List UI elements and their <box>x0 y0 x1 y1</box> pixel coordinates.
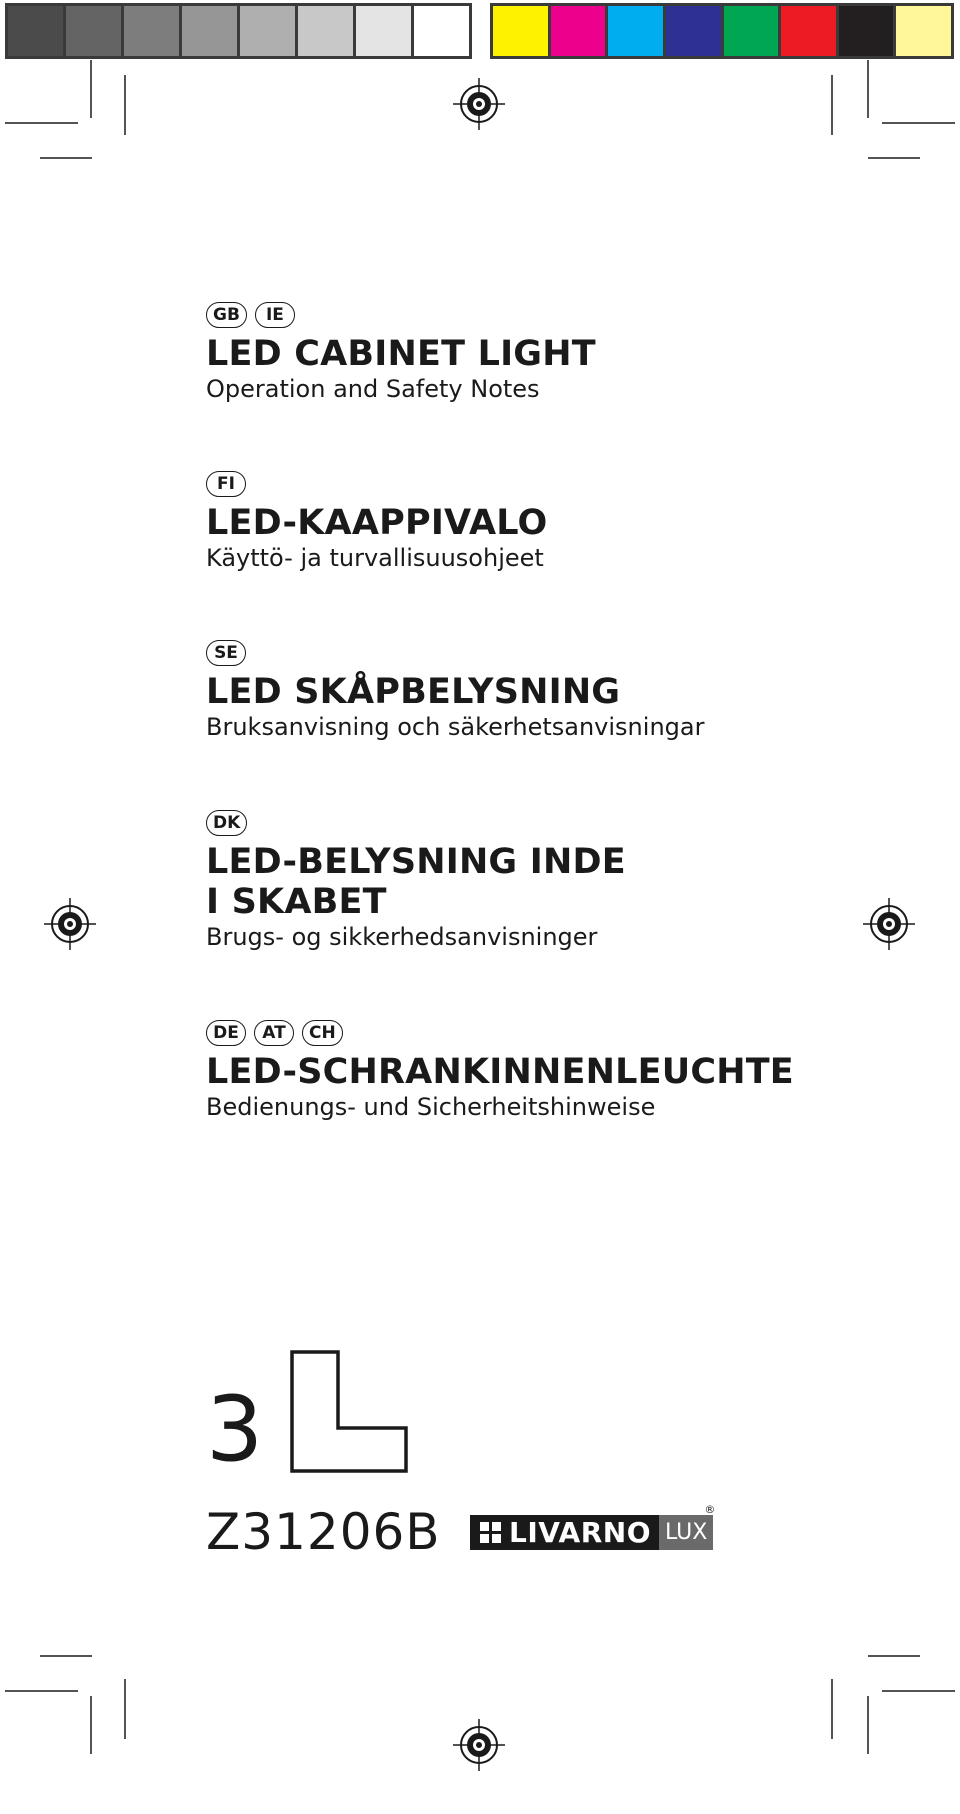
language-badge: GB <box>206 302 247 328</box>
product-subtitle: Brugs- og sikkerhedsanvisninger <box>206 923 598 951</box>
section-fi <box>206 471 547 573</box>
section-de-at-ch <box>206 1020 794 1122</box>
section-gb-ie <box>206 302 596 404</box>
language-badge: SE <box>206 640 246 666</box>
brand-logo <box>470 1503 716 1550</box>
registration-mark-top <box>453 78 505 130</box>
title-line: LED-KAAPPIVALO <box>206 503 548 543</box>
registration-mark-bottom <box>453 1719 505 1771</box>
product-title <box>206 842 626 922</box>
product-subtitle: Bedienungs- und Sicherheitshinweise <box>206 1093 656 1121</box>
product-title <box>206 334 596 374</box>
registration-mark-right <box>863 898 915 950</box>
product-quantity: 3 <box>206 1377 264 1482</box>
brand-logo-suffix <box>659 1503 716 1550</box>
product-title <box>206 503 547 543</box>
language-badge: CH <box>302 1020 343 1046</box>
language-badges <box>206 471 547 497</box>
language-badges <box>206 302 596 328</box>
product-subtitle: Bruksanvisning och säkerhetsanvisningar <box>206 713 705 741</box>
product-title <box>206 1052 794 1092</box>
language-badge: AT <box>254 1020 294 1046</box>
corner-angle-icon <box>290 1350 410 1475</box>
language-badge: DE <box>206 1020 246 1046</box>
registered-mark: ® <box>704 1503 716 1516</box>
language-badges <box>206 1020 794 1046</box>
model-number: Z31206B <box>206 1503 441 1561</box>
language-badge: IE <box>255 302 295 328</box>
title-line: LED SKÅPBELYSNING <box>206 672 621 712</box>
section-se <box>206 640 704 742</box>
brand-grid-icon <box>480 1522 501 1543</box>
product-subtitle: Käyttö- ja turvallisuusohjeet <box>206 544 544 572</box>
product-title <box>206 672 704 712</box>
language-badge: FI <box>206 471 246 497</box>
brand-name: LIVARNO <box>509 1516 651 1549</box>
language-badges <box>206 640 704 666</box>
registration-mark-left <box>44 898 96 950</box>
title-line: LED-SCHRANKINNENLEUCHTE <box>206 1052 794 1092</box>
brand-suffix: LUX <box>665 1520 708 1545</box>
title-line: LED-BELYSNING INDE <box>206 842 626 882</box>
section-dk <box>206 810 626 952</box>
product-subtitle: Operation and Safety Notes <box>206 375 540 403</box>
brand-logo-main <box>470 1515 659 1550</box>
title-line: I SKABET <box>206 882 387 922</box>
language-badge: DK <box>206 810 247 836</box>
language-badges <box>206 810 626 836</box>
title-line: LED CABINET LIGHT <box>206 334 596 374</box>
